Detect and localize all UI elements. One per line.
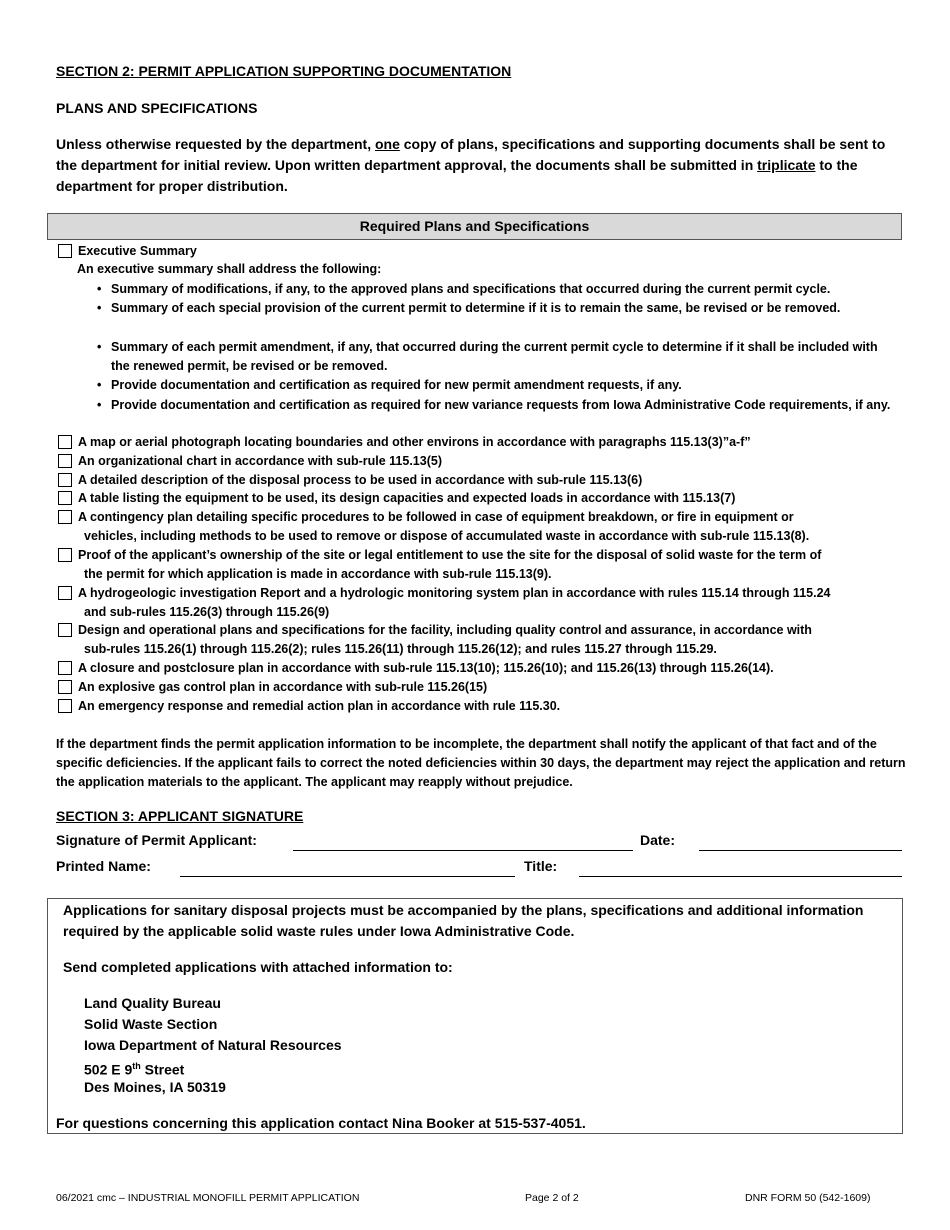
checklist-item-text: A hydrogeologic investigation Report and a hydrologic monitoring system plan in accordance with rules 115.14 through 115.24 <box>78 586 831 600</box>
executive-summary-subtitle: An executive summary shall address the following: <box>77 262 382 276</box>
street-number: 502 E 9 <box>84 1061 133 1078</box>
executive-summary-bullet <box>97 396 897 415</box>
bullet-icon: • <box>97 340 102 354</box>
checklist-item <box>58 584 903 621</box>
checklist-item <box>58 678 903 697</box>
footer-form-number: DNR FORM 50 (542-1609) <box>745 1192 871 1204</box>
checklist-item <box>58 433 903 452</box>
checklist-item <box>58 659 903 678</box>
section-2-heading: SECTION 2: PERMIT APPLICATION SUPPORTING DOCUMENTATION <box>56 63 512 79</box>
checklist-item-text: A table listing the equipment to be used, its design capacities and expected loads in accordance with 115.13(7) <box>78 491 736 505</box>
title-label: Title: <box>524 858 558 874</box>
checklist-item-text-continued: the permit for which application is made in accordance with sub-rule 115.13(9). <box>84 566 552 581</box>
bullet-icon: • <box>97 301 102 315</box>
plans-specifications-heading: PLANS AND SPECIFICATIONS <box>56 100 258 116</box>
executive-summary-bullet <box>97 299 897 318</box>
printed-name-label: Printed Name: <box>56 858 151 874</box>
submission-requirement-text: Applications for sanitary disposal projects must be accompanied by the plans, specifications and additional information required by the applicable solid waste rules under Iowa Administrative Code. <box>63 902 864 939</box>
checklist-item-text: A contingency plan detailing specific procedures to be followed in case of equipment breakdown, or fire in equipment or <box>78 510 794 524</box>
street-suffix: th <box>132 1061 141 1071</box>
address-line-2: Solid Waste Section <box>84 1016 218 1032</box>
footer-page-number: Page 2 of 2 <box>525 1192 579 1204</box>
intro-paragraph <box>56 134 906 197</box>
executive-summary-label: Executive Summary <box>78 244 197 258</box>
checklist-item-executive-summary <box>58 242 903 261</box>
checklist-item-text: A map or aerial photograph locating boundaries and other environs in accordance with paragraphs 115.13(3)”a-f” <box>78 435 751 449</box>
address-city: Des Moines, IA 50319 <box>84 1079 226 1095</box>
checklist-checkbox[interactable] <box>58 491 72 505</box>
address-line-3: Iowa Department of Natural Resources <box>84 1037 342 1053</box>
bullet-text: Provide documentation and certification as required for new variance requests from Iowa Administrative Code requirements, if any. <box>111 398 891 412</box>
checklist-item <box>58 546 903 583</box>
bullet-icon: • <box>97 398 102 412</box>
checklist-checkbox[interactable] <box>58 699 72 713</box>
checklist-item-text: A closure and postclosure plan in accordance with sub-rule 115.13(10); 115.26(10); and 115.26(13) through 115.26(14). <box>78 661 774 675</box>
checklist-item-text: A detailed description of the disposal process to be used in accordance with sub-rule 115.13(6) <box>78 473 643 487</box>
title-field[interactable] <box>579 876 902 877</box>
checklist-item-text-continued: and sub-rules 115.26(3) through 115.26(9) <box>84 604 330 619</box>
checklist-checkbox[interactable] <box>58 661 72 675</box>
bullet-text: Summary of each permit amendment, if any, that occurred during the current permit cycle to determine if it shall be included with the renewed permit, be revised or be removed. <box>111 340 878 373</box>
intro-triplicate: triplicate <box>757 157 816 173</box>
checklist-item-text-continued: vehicles, including methods to be used to remove or dispose of accumulated waste in accordance with sub-rule 115.13(8). <box>84 528 810 543</box>
checklist-item <box>58 452 903 471</box>
checklist-checkbox[interactable] <box>58 548 72 562</box>
printed-name-field[interactable] <box>180 876 515 877</box>
required-plans-header: Required Plans and Specifications <box>47 213 902 240</box>
bullet-text: Provide documentation and certification as required for new permit amendment requests, if any. <box>111 378 682 392</box>
bullet-icon: • <box>97 378 102 392</box>
checklist-item <box>58 697 903 716</box>
checklist-item-text: An emergency response and remedial action plan in accordance with rule 115.30. <box>78 699 561 713</box>
street-name: Street <box>140 1061 185 1078</box>
checklist-checkbox[interactable] <box>58 473 72 487</box>
executive-summary-bullet <box>97 376 897 395</box>
checklist-item <box>58 489 903 508</box>
signature-field[interactable] <box>293 850 633 851</box>
checklist-item-text: An organizational chart in accordance with sub-rule 115.13(5) <box>78 454 442 468</box>
checklist-item-text: Proof of the applicant’s ownership of the site or legal entitlement to use the site for the disposal of solid waste for the term of <box>78 548 822 562</box>
footer-form-info: 06/2021 cmc – INDUSTRIAL MONOFILL PERMIT APPLICATION <box>56 1192 360 1204</box>
date-label: Date: <box>640 832 676 848</box>
checklist-item-text: An explosive gas control plan in accordance with sub-rule 115.26(15) <box>78 680 488 694</box>
checklist-item-text-continued: sub-rules 115.26(1) through 115.26(2); rules 115.26(11) through 115.26(12); and rules 115.27 through 115.29. <box>84 641 717 656</box>
executive-summary-checkbox[interactable] <box>58 244 72 258</box>
intro-text-1: Unless otherwise requested by the department, <box>56 136 375 152</box>
send-to-text: Send completed applications with attached information to: <box>63 959 453 975</box>
checklist-checkbox[interactable] <box>58 510 72 524</box>
checklist-checkbox[interactable] <box>58 680 72 694</box>
checklist-checkbox[interactable] <box>58 586 72 600</box>
bullet-text: Summary of modifications, if any, to the approved plans and specifications that occurred during the current permit cycle. <box>111 282 831 296</box>
date-field[interactable] <box>699 850 902 851</box>
bullet-icon: • <box>97 282 102 296</box>
questions-contact-text: For questions concerning this application contact Nina Booker at 515-537-4051. <box>56 1115 586 1131</box>
section-3-heading: SECTION 3: APPLICANT SIGNATURE <box>56 808 304 824</box>
signature-label: Signature of Permit Applicant: <box>56 832 257 848</box>
intro-one: one <box>374 136 400 152</box>
checklist-checkbox[interactable] <box>58 623 72 637</box>
checklist-item <box>58 508 903 545</box>
intro-text-2: copy of plans, specifications and supporting documents shall be sent to the department for initial review. Upon written department approval, the documents shall be submitted in <box>56 136 886 173</box>
incomplete-notice-paragraph: If the department finds the permit application information to be incomplete, the department shall notify the applicant of that fact and of the specific deficiencies. If the applicant fails to correct the noted deficiencies within 30 days, the department may reject the application and return the application materials to the applicant. The applicant may reapply without prejudice. <box>56 737 906 789</box>
checklist-checkbox[interactable] <box>58 435 72 449</box>
checklist-item <box>58 621 903 658</box>
bullet-text: Summary of each special provision of the current permit to determine if it is to remain the same, be revised or be removed. <box>111 301 841 315</box>
checklist-checkbox[interactable] <box>58 454 72 468</box>
checklist-item-text: Design and operational plans and specifications for the facility, including quality control and assurance, in accordance with <box>78 623 812 637</box>
checklist-item <box>58 471 903 490</box>
executive-summary-bullet <box>97 338 897 376</box>
address-line-1: Land Quality Bureau <box>84 995 221 1011</box>
intro-text-3: to the department for proper distribution. <box>56 157 858 194</box>
executive-summary-bullet <box>97 280 897 299</box>
